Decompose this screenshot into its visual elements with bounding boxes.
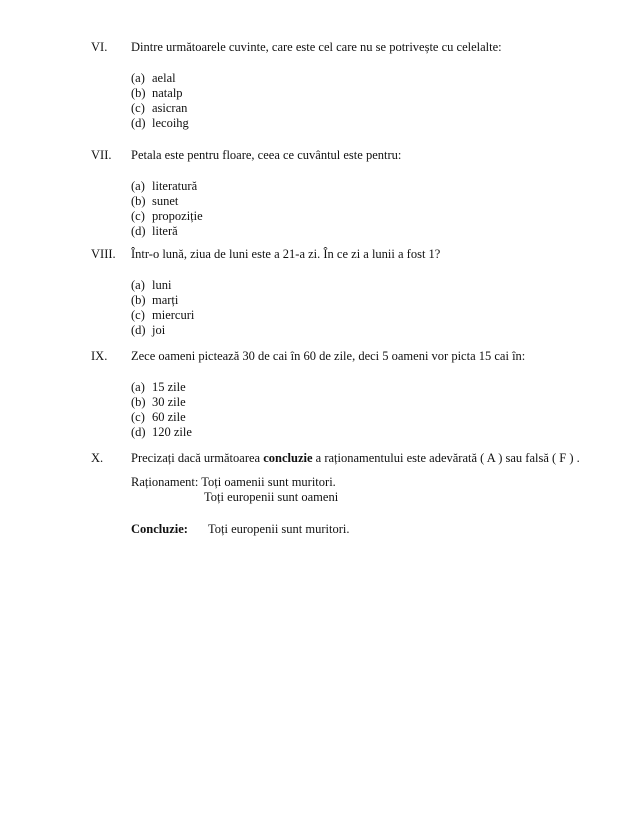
question-number: VI.: [91, 40, 108, 54]
option-list: [131, 278, 581, 338]
option-text: literă: [152, 224, 178, 238]
conclusion-text: Toți europenii sunt muritori.: [208, 522, 350, 536]
option-text: joi: [152, 323, 166, 337]
option-item: [131, 425, 581, 440]
option-label: (b): [131, 194, 146, 208]
question-number: IX.: [91, 349, 108, 363]
option-item: [131, 179, 581, 194]
option-item: [131, 71, 581, 86]
option-text: aelal: [152, 71, 176, 85]
option-label: (d): [131, 323, 146, 337]
reasoning-block: [131, 475, 581, 505]
question-number: VIII.: [91, 247, 116, 261]
option-item: [131, 278, 581, 293]
option-list: [131, 179, 581, 239]
stem-text: Precizați dacă următoarea: [131, 451, 264, 465]
premise-1: Toți oamenii sunt muritori.: [201, 475, 336, 489]
option-text: 60 zile: [152, 410, 186, 424]
option-text: lecoihg: [152, 116, 189, 130]
option-text: literatură: [152, 179, 198, 193]
question-8: [91, 247, 581, 338]
premise-2: Toți europenii sunt oameni: [204, 490, 339, 504]
question-number: VII.: [91, 148, 112, 162]
option-text: 15 zile: [152, 380, 186, 394]
question-stem: Petala este pentru floare, ceea ce cuvântul este pentru:: [131, 148, 402, 162]
option-label: (a): [131, 179, 145, 193]
option-label: (a): [131, 278, 145, 292]
question-number: X.: [91, 451, 104, 465]
question-10: [91, 451, 581, 537]
option-text: sunet: [152, 194, 179, 208]
option-text: natalp: [152, 86, 183, 100]
question-stem: Într-o lună, ziua de luni este a 21-a zi. În ce zi a lunii a fost 1?: [131, 247, 441, 261]
option-item: [131, 209, 581, 224]
premise-row: [131, 475, 581, 490]
option-list: [131, 380, 581, 440]
option-item: [131, 410, 581, 425]
option-label: (a): [131, 380, 145, 394]
option-label: (b): [131, 395, 146, 409]
option-item: [131, 224, 581, 239]
stem-bold-term: concluzie: [263, 451, 313, 465]
option-text: propoziție: [152, 209, 203, 223]
premise-row: [131, 490, 581, 505]
option-item: [131, 293, 581, 308]
reasoning-label: Raționament:: [131, 475, 199, 489]
option-text: 120 zile: [152, 425, 192, 439]
question-6: [91, 40, 581, 131]
option-label: (c): [131, 308, 145, 322]
option-label: (b): [131, 86, 146, 100]
option-label: (d): [131, 425, 146, 439]
option-item: [131, 101, 581, 116]
option-text: 30 zile: [152, 395, 186, 409]
option-label: (b): [131, 293, 146, 307]
option-item: [131, 308, 581, 323]
option-item: [131, 395, 581, 410]
option-label: (a): [131, 71, 145, 85]
question-stem: Dintre următoarele cuvinte, care este cel care nu se potrivește cu celelalte:: [131, 40, 502, 54]
option-label: (d): [131, 224, 146, 238]
option-text: miercuri: [152, 308, 195, 322]
option-label: (c): [131, 209, 145, 223]
option-text: marți: [152, 293, 179, 307]
option-list: [131, 71, 581, 131]
conclusion-row: [131, 522, 581, 537]
option-item: [131, 380, 581, 395]
question-7: [91, 148, 581, 239]
stem-text: a raționamentului este adevărată ( A ) sau falsă ( F ) .: [312, 451, 580, 465]
option-label: (c): [131, 410, 145, 424]
option-label: (c): [131, 101, 145, 115]
option-item: [131, 86, 581, 101]
option-item: [131, 116, 581, 131]
option-text: asicran: [152, 101, 188, 115]
option-label: (d): [131, 116, 146, 130]
option-item: [131, 323, 581, 338]
option-text: luni: [152, 278, 172, 292]
question-9: [91, 349, 581, 440]
conclusion-label: Concluzie:: [131, 522, 188, 536]
question-stem: Zece oameni pictează 30 de cai în 60 de zile, deci 5 oameni vor picta 15 cai în:: [131, 349, 526, 363]
option-item: [131, 194, 581, 209]
question-stem: [131, 451, 581, 466]
